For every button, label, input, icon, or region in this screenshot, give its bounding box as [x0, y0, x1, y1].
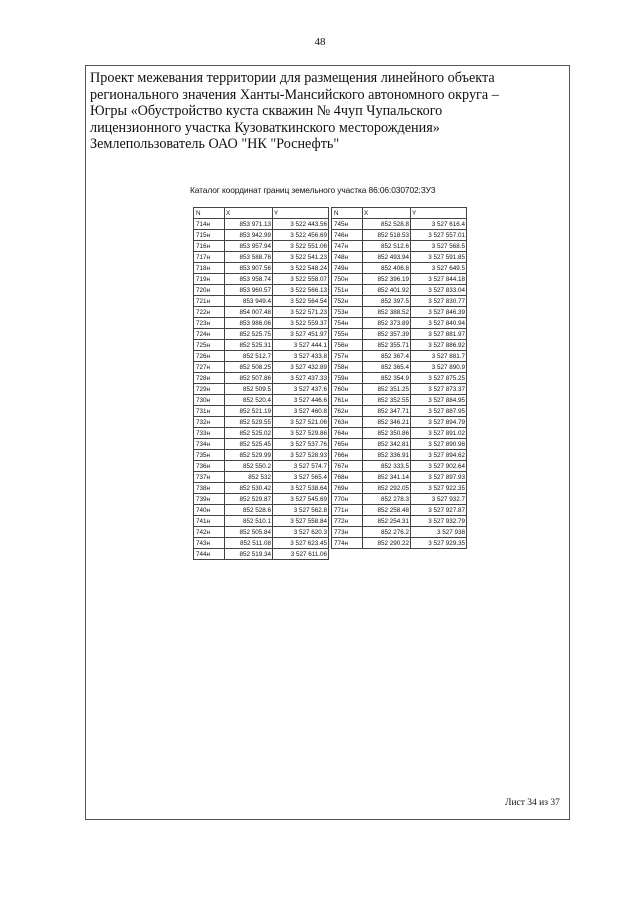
y-coordinate-cell: 3 527 437.33 — [273, 373, 329, 384]
y-coordinate-cell: 3 522 548.24 — [273, 263, 329, 274]
point-number-cell: 749н — [332, 263, 363, 274]
y-coordinate-cell: 3 527 830.77 — [411, 296, 467, 307]
point-number-cell: 756н — [332, 340, 363, 351]
x-coordinate-cell: 852 508.25 — [225, 362, 273, 373]
x-coordinate-cell: 852 529.99 — [225, 450, 273, 461]
table-row — [332, 252, 467, 263]
point-number-cell: 770н — [332, 494, 363, 505]
point-number-cell: 755н — [332, 329, 363, 340]
point-number-cell: 729н — [194, 384, 225, 395]
y-coordinate-cell: 3 527 545.69 — [273, 494, 329, 505]
table-row — [194, 329, 329, 340]
point-number-cell: 762н — [332, 406, 363, 417]
point-number-cell: 714н — [194, 219, 225, 230]
x-coordinate-cell: 852 510.1 — [225, 516, 273, 527]
table-row — [332, 351, 467, 362]
x-coordinate-cell: 852 525.75 — [225, 329, 273, 340]
y-coordinate-cell: 3 527 433.8 — [273, 351, 329, 362]
x-coordinate-cell: 852 493.94 — [363, 252, 411, 263]
x-coordinate-cell: 852 512.6 — [363, 241, 411, 252]
table-header-row — [194, 208, 329, 219]
sheet-counter: Лист 34 из 37 — [505, 798, 560, 808]
table-row — [194, 285, 329, 296]
y-coordinate-cell: 3 527 611.06 — [273, 549, 329, 560]
x-coordinate-cell: 852 528.8 — [363, 219, 411, 230]
point-number-cell: 719н — [194, 274, 225, 285]
y-coordinate-cell: 3 527 557.01 — [411, 230, 467, 241]
x-coordinate-cell: 852 346.21 — [363, 417, 411, 428]
x-coordinate-cell: 852 528.6 — [225, 505, 273, 516]
point-number-cell: 741н — [194, 516, 225, 527]
y-coordinate-cell: 3 527 591.85 — [411, 252, 467, 263]
y-coordinate-cell: 3 527 432.89 — [273, 362, 329, 373]
y-coordinate-cell: 3 527 444.1 — [273, 340, 329, 351]
point-number-cell: 748н — [332, 252, 363, 263]
table-row — [332, 241, 467, 252]
y-coordinate-cell: 3 527 649.5 — [411, 263, 467, 274]
y-coordinate-cell: 3 527 538.64 — [273, 483, 329, 494]
point-number-cell: 745н — [332, 219, 363, 230]
point-number-cell: 738н — [194, 483, 225, 494]
column-header: Y — [273, 208, 329, 219]
table-row — [194, 494, 329, 505]
table-row — [194, 307, 329, 318]
table-row — [194, 241, 329, 252]
table-row — [332, 494, 467, 505]
x-coordinate-cell: 854 007.48 — [225, 307, 273, 318]
table-row — [194, 428, 329, 439]
y-coordinate-cell: 3 527 846.39 — [411, 307, 467, 318]
y-coordinate-cell: 3 527 894.79 — [411, 417, 467, 428]
x-coordinate-cell: 852 529.55 — [225, 417, 273, 428]
x-coordinate-cell: 852 525.45 — [225, 439, 273, 450]
x-coordinate-cell: 853 986.06 — [225, 318, 273, 329]
table-row — [332, 395, 467, 406]
column-header: N — [194, 208, 225, 219]
point-number-cell: 725н — [194, 340, 225, 351]
table-row — [332, 538, 467, 549]
point-number-cell: 720н — [194, 285, 225, 296]
y-coordinate-cell: 3 527 894.62 — [411, 450, 467, 461]
table-row — [194, 505, 329, 516]
point-number-cell: 759н — [332, 373, 363, 384]
y-coordinate-cell: 3 527 886.92 — [411, 340, 467, 351]
table-row — [194, 472, 329, 483]
y-coordinate-cell: 3 527 562.8 — [273, 505, 329, 516]
table-row — [332, 263, 467, 274]
table-row — [332, 472, 467, 483]
y-coordinate-cell: 3 527 932.7 — [411, 494, 467, 505]
table-row — [194, 219, 329, 230]
point-number-cell: 746н — [332, 230, 363, 241]
point-number-cell: 735н — [194, 450, 225, 461]
table-row — [194, 296, 329, 307]
y-coordinate-cell: 3 527 620.3 — [273, 527, 329, 538]
point-number-cell: 724н — [194, 329, 225, 340]
x-coordinate-cell: 852 333.5 — [363, 461, 411, 472]
point-number-cell: 740н — [194, 505, 225, 516]
point-number-cell: 754н — [332, 318, 363, 329]
point-number-cell: 747н — [332, 241, 363, 252]
x-coordinate-cell: 852 336.91 — [363, 450, 411, 461]
table-row — [332, 483, 467, 494]
table-row — [194, 406, 329, 417]
point-number-cell: 728н — [194, 373, 225, 384]
point-number-cell: 733н — [194, 428, 225, 439]
point-number-cell: 718н — [194, 263, 225, 274]
x-coordinate-cell: 852 341.14 — [363, 472, 411, 483]
table-row — [194, 417, 329, 428]
x-coordinate-cell: 852 350.86 — [363, 428, 411, 439]
x-coordinate-cell: 852 406.8 — [363, 263, 411, 274]
point-number-cell: 721н — [194, 296, 225, 307]
y-coordinate-cell: 3 527 929.35 — [411, 538, 467, 549]
x-coordinate-cell: 853 942.99 — [225, 230, 273, 241]
point-number-cell: 752н — [332, 296, 363, 307]
x-coordinate-cell: 853 588.76 — [225, 252, 273, 263]
table-row — [332, 505, 467, 516]
point-number-cell: 732н — [194, 417, 225, 428]
y-coordinate-cell: 3 527 565.4 — [273, 472, 329, 483]
table-row — [332, 461, 467, 472]
y-coordinate-cell: 3 527 529.86 — [273, 428, 329, 439]
x-coordinate-cell: 852 292.05 — [363, 483, 411, 494]
table-row — [332, 362, 467, 373]
y-coordinate-cell: 3 527 451.97 — [273, 329, 329, 340]
table-row — [332, 230, 467, 241]
x-coordinate-cell: 852 532 — [225, 472, 273, 483]
page-number: 48 — [314, 36, 326, 48]
table-row — [194, 527, 329, 538]
x-coordinate-cell: 853 907.56 — [225, 263, 273, 274]
point-number-cell: 763н — [332, 417, 363, 428]
x-coordinate-cell: 852 401.92 — [363, 285, 411, 296]
table-row — [332, 329, 467, 340]
point-number-cell: 737н — [194, 472, 225, 483]
x-coordinate-cell: 852 397.5 — [363, 296, 411, 307]
y-coordinate-cell: 3 527 922.35 — [411, 483, 467, 494]
y-coordinate-cell: 3 527 881.97 — [411, 329, 467, 340]
point-number-cell: 744н — [194, 549, 225, 560]
x-coordinate-cell: 852 520.4 — [225, 395, 273, 406]
table-row — [194, 340, 329, 351]
point-number-cell: 742н — [194, 527, 225, 538]
point-number-cell: 736н — [194, 461, 225, 472]
point-number-cell: 730н — [194, 395, 225, 406]
table-row — [332, 406, 467, 417]
point-number-cell: 772н — [332, 516, 363, 527]
y-coordinate-cell: 3 527 437.6 — [273, 384, 329, 395]
y-coordinate-cell: 3 527 616.4 — [411, 219, 467, 230]
point-number-cell: 743н — [194, 538, 225, 549]
table-row — [194, 538, 329, 549]
x-coordinate-cell: 852 512.7 — [225, 351, 273, 362]
y-coordinate-cell: 3 527 521.06 — [273, 417, 329, 428]
y-coordinate-cell: 3 527 623.45 — [273, 538, 329, 549]
y-coordinate-cell: 3 522 566.13 — [273, 285, 329, 296]
table-row — [194, 318, 329, 329]
x-coordinate-cell: 852 258.48 — [363, 505, 411, 516]
x-coordinate-cell: 852 396.19 — [363, 274, 411, 285]
x-coordinate-cell: 853 949.4 — [225, 296, 273, 307]
y-coordinate-cell: 3 522 559.37 — [273, 318, 329, 329]
x-coordinate-cell: 852 550.2 — [225, 461, 273, 472]
x-coordinate-cell: 852 342.81 — [363, 439, 411, 450]
table-row — [194, 263, 329, 274]
table-row — [332, 384, 467, 395]
point-number-cell: 753н — [332, 307, 363, 318]
y-coordinate-cell: 3 527 938 — [411, 527, 467, 538]
coordinates-table-right — [331, 207, 467, 549]
y-coordinate-cell: 3 522 456.69 — [273, 230, 329, 241]
point-number-cell: 757н — [332, 351, 363, 362]
point-number-cell: 758н — [332, 362, 363, 373]
x-coordinate-cell: 853 971.13 — [225, 219, 273, 230]
point-number-cell: 734н — [194, 439, 225, 450]
x-coordinate-cell: 852 351.25 — [363, 384, 411, 395]
y-coordinate-cell: 3 522 541.23 — [273, 252, 329, 263]
table-row — [332, 450, 467, 461]
y-coordinate-cell: 3 527 875.25 — [411, 373, 467, 384]
x-coordinate-cell: 853 957.94 — [225, 241, 273, 252]
point-number-cell: 716н — [194, 241, 225, 252]
table-row — [194, 483, 329, 494]
table-row — [332, 307, 467, 318]
table-row — [194, 274, 329, 285]
x-coordinate-cell: 852 365.4 — [363, 362, 411, 373]
y-coordinate-cell: 3 527 884.95 — [411, 395, 467, 406]
y-coordinate-cell: 3 527 897.93 — [411, 472, 467, 483]
column-header: N — [332, 208, 363, 219]
catalog-title: Каталог координат границ земельного участка 86:06:030702:ЗУ3 — [190, 185, 436, 195]
x-coordinate-cell: 852 354.9 — [363, 373, 411, 384]
x-coordinate-cell: 852 352.55 — [363, 395, 411, 406]
y-coordinate-cell: 3 522 551.06 — [273, 241, 329, 252]
table-row — [332, 417, 467, 428]
y-coordinate-cell: 3 527 891.02 — [411, 428, 467, 439]
table-header-row — [332, 208, 467, 219]
column-header: Y — [411, 208, 467, 219]
point-number-cell: 726н — [194, 351, 225, 362]
x-coordinate-cell: 852 525.31 — [225, 340, 273, 351]
point-number-cell: 767н — [332, 461, 363, 472]
x-coordinate-cell: 853 960.57 — [225, 285, 273, 296]
point-number-cell: 768н — [332, 472, 363, 483]
y-coordinate-cell: 3 527 890.9 — [411, 362, 467, 373]
point-number-cell: 751н — [332, 285, 363, 296]
x-coordinate-cell: 852 507.86 — [225, 373, 273, 384]
point-number-cell: 774н — [332, 538, 363, 549]
table-row — [194, 384, 329, 395]
table-row — [332, 318, 467, 329]
y-coordinate-cell: 3 527 833.04 — [411, 285, 467, 296]
y-coordinate-cell: 3 527 927.87 — [411, 505, 467, 516]
x-coordinate-cell: 852 518.53 — [363, 230, 411, 241]
point-number-cell: 773н — [332, 527, 363, 538]
y-coordinate-cell: 3 522 443.56 — [273, 219, 329, 230]
table-row — [194, 516, 329, 527]
x-coordinate-cell: 852 509.5 — [225, 384, 273, 395]
x-coordinate-cell: 852 357.39 — [363, 329, 411, 340]
y-coordinate-cell: 3 527 460.8 — [273, 406, 329, 417]
table-row — [332, 274, 467, 285]
point-number-cell: 727н — [194, 362, 225, 373]
table-row — [332, 219, 467, 230]
table-row — [194, 439, 329, 450]
point-number-cell: 723н — [194, 318, 225, 329]
table-row — [194, 351, 329, 362]
point-number-cell: 760н — [332, 384, 363, 395]
point-number-cell: 715н — [194, 230, 225, 241]
y-coordinate-cell: 3 527 568.5 — [411, 241, 467, 252]
point-number-cell: 731н — [194, 406, 225, 417]
y-coordinate-cell: 3 527 887.95 — [411, 406, 467, 417]
x-coordinate-cell: 852 529.87 — [225, 494, 273, 505]
y-coordinate-cell: 3 527 537.76 — [273, 439, 329, 450]
table-row — [194, 395, 329, 406]
point-number-cell: 765н — [332, 439, 363, 450]
table-row — [332, 527, 467, 538]
x-coordinate-cell: 852 519.34 — [225, 549, 273, 560]
table-row — [194, 252, 329, 263]
y-coordinate-cell: 3 527 873.37 — [411, 384, 467, 395]
x-coordinate-cell: 852 373.89 — [363, 318, 411, 329]
column-header: X — [363, 208, 411, 219]
point-number-cell: 766н — [332, 450, 363, 461]
table-row — [194, 373, 329, 384]
y-coordinate-cell: 3 527 528.93 — [273, 450, 329, 461]
y-coordinate-cell: 3 522 571.23 — [273, 307, 329, 318]
table-row — [332, 439, 467, 450]
table-row — [194, 362, 329, 373]
point-number-cell: 769н — [332, 483, 363, 494]
table-row — [332, 516, 467, 527]
point-number-cell: 722н — [194, 307, 225, 318]
coordinates-table-left — [193, 207, 329, 560]
document-title: Проект межевания территории для размещения линейного объекта регионального значения Ханты-Мансийского автономного округа – Югры «Обустройство куста скважин № 4чуп Чупальского лицензионного участка Кузоваткинского месторождения» Землепользователь ОАО "НК "Роснефть" — [90, 70, 499, 152]
x-coordinate-cell: 852 278.3 — [363, 494, 411, 505]
y-coordinate-cell: 3 527 844.18 — [411, 274, 467, 285]
table-row — [332, 428, 467, 439]
table-row — [194, 461, 329, 472]
x-coordinate-cell: 852 355.71 — [363, 340, 411, 351]
x-coordinate-cell: 852 530.42 — [225, 483, 273, 494]
y-coordinate-cell: 3 527 574.7 — [273, 461, 329, 472]
x-coordinate-cell: 852 511.08 — [225, 538, 273, 549]
table-row — [332, 285, 467, 296]
table-row — [194, 450, 329, 461]
table-row — [194, 230, 329, 241]
y-coordinate-cell: 3 527 446.6 — [273, 395, 329, 406]
column-header: X — [225, 208, 273, 219]
point-number-cell: 771н — [332, 505, 363, 516]
table-row — [194, 549, 329, 560]
point-number-cell: 761н — [332, 395, 363, 406]
point-number-cell: 739н — [194, 494, 225, 505]
y-coordinate-cell: 3 527 558.84 — [273, 516, 329, 527]
x-coordinate-cell: 852 388.52 — [363, 307, 411, 318]
x-coordinate-cell: 852 254.31 — [363, 516, 411, 527]
y-coordinate-cell: 3 527 890.98 — [411, 439, 467, 450]
x-coordinate-cell: 852 525.02 — [225, 428, 273, 439]
y-coordinate-cell: 3 527 881.7 — [411, 351, 467, 362]
point-number-cell: 750н — [332, 274, 363, 285]
point-number-cell: 764н — [332, 428, 363, 439]
y-coordinate-cell: 3 527 932.79 — [411, 516, 467, 527]
x-coordinate-cell: 853 958.74 — [225, 274, 273, 285]
y-coordinate-cell: 3 522 558.07 — [273, 274, 329, 285]
table-row — [332, 296, 467, 307]
x-coordinate-cell: 852 521.19 — [225, 406, 273, 417]
point-number-cell: 717н — [194, 252, 225, 263]
table-row — [332, 373, 467, 384]
x-coordinate-cell: 852 505.84 — [225, 527, 273, 538]
y-coordinate-cell: 3 522 564.54 — [273, 296, 329, 307]
x-coordinate-cell: 852 290.22 — [363, 538, 411, 549]
x-coordinate-cell: 852 276.2 — [363, 527, 411, 538]
table-row — [332, 340, 467, 351]
x-coordinate-cell: 852 367.4 — [363, 351, 411, 362]
y-coordinate-cell: 3 527 840.94 — [411, 318, 467, 329]
x-coordinate-cell: 852 347.71 — [363, 406, 411, 417]
y-coordinate-cell: 3 527 902.64 — [411, 461, 467, 472]
